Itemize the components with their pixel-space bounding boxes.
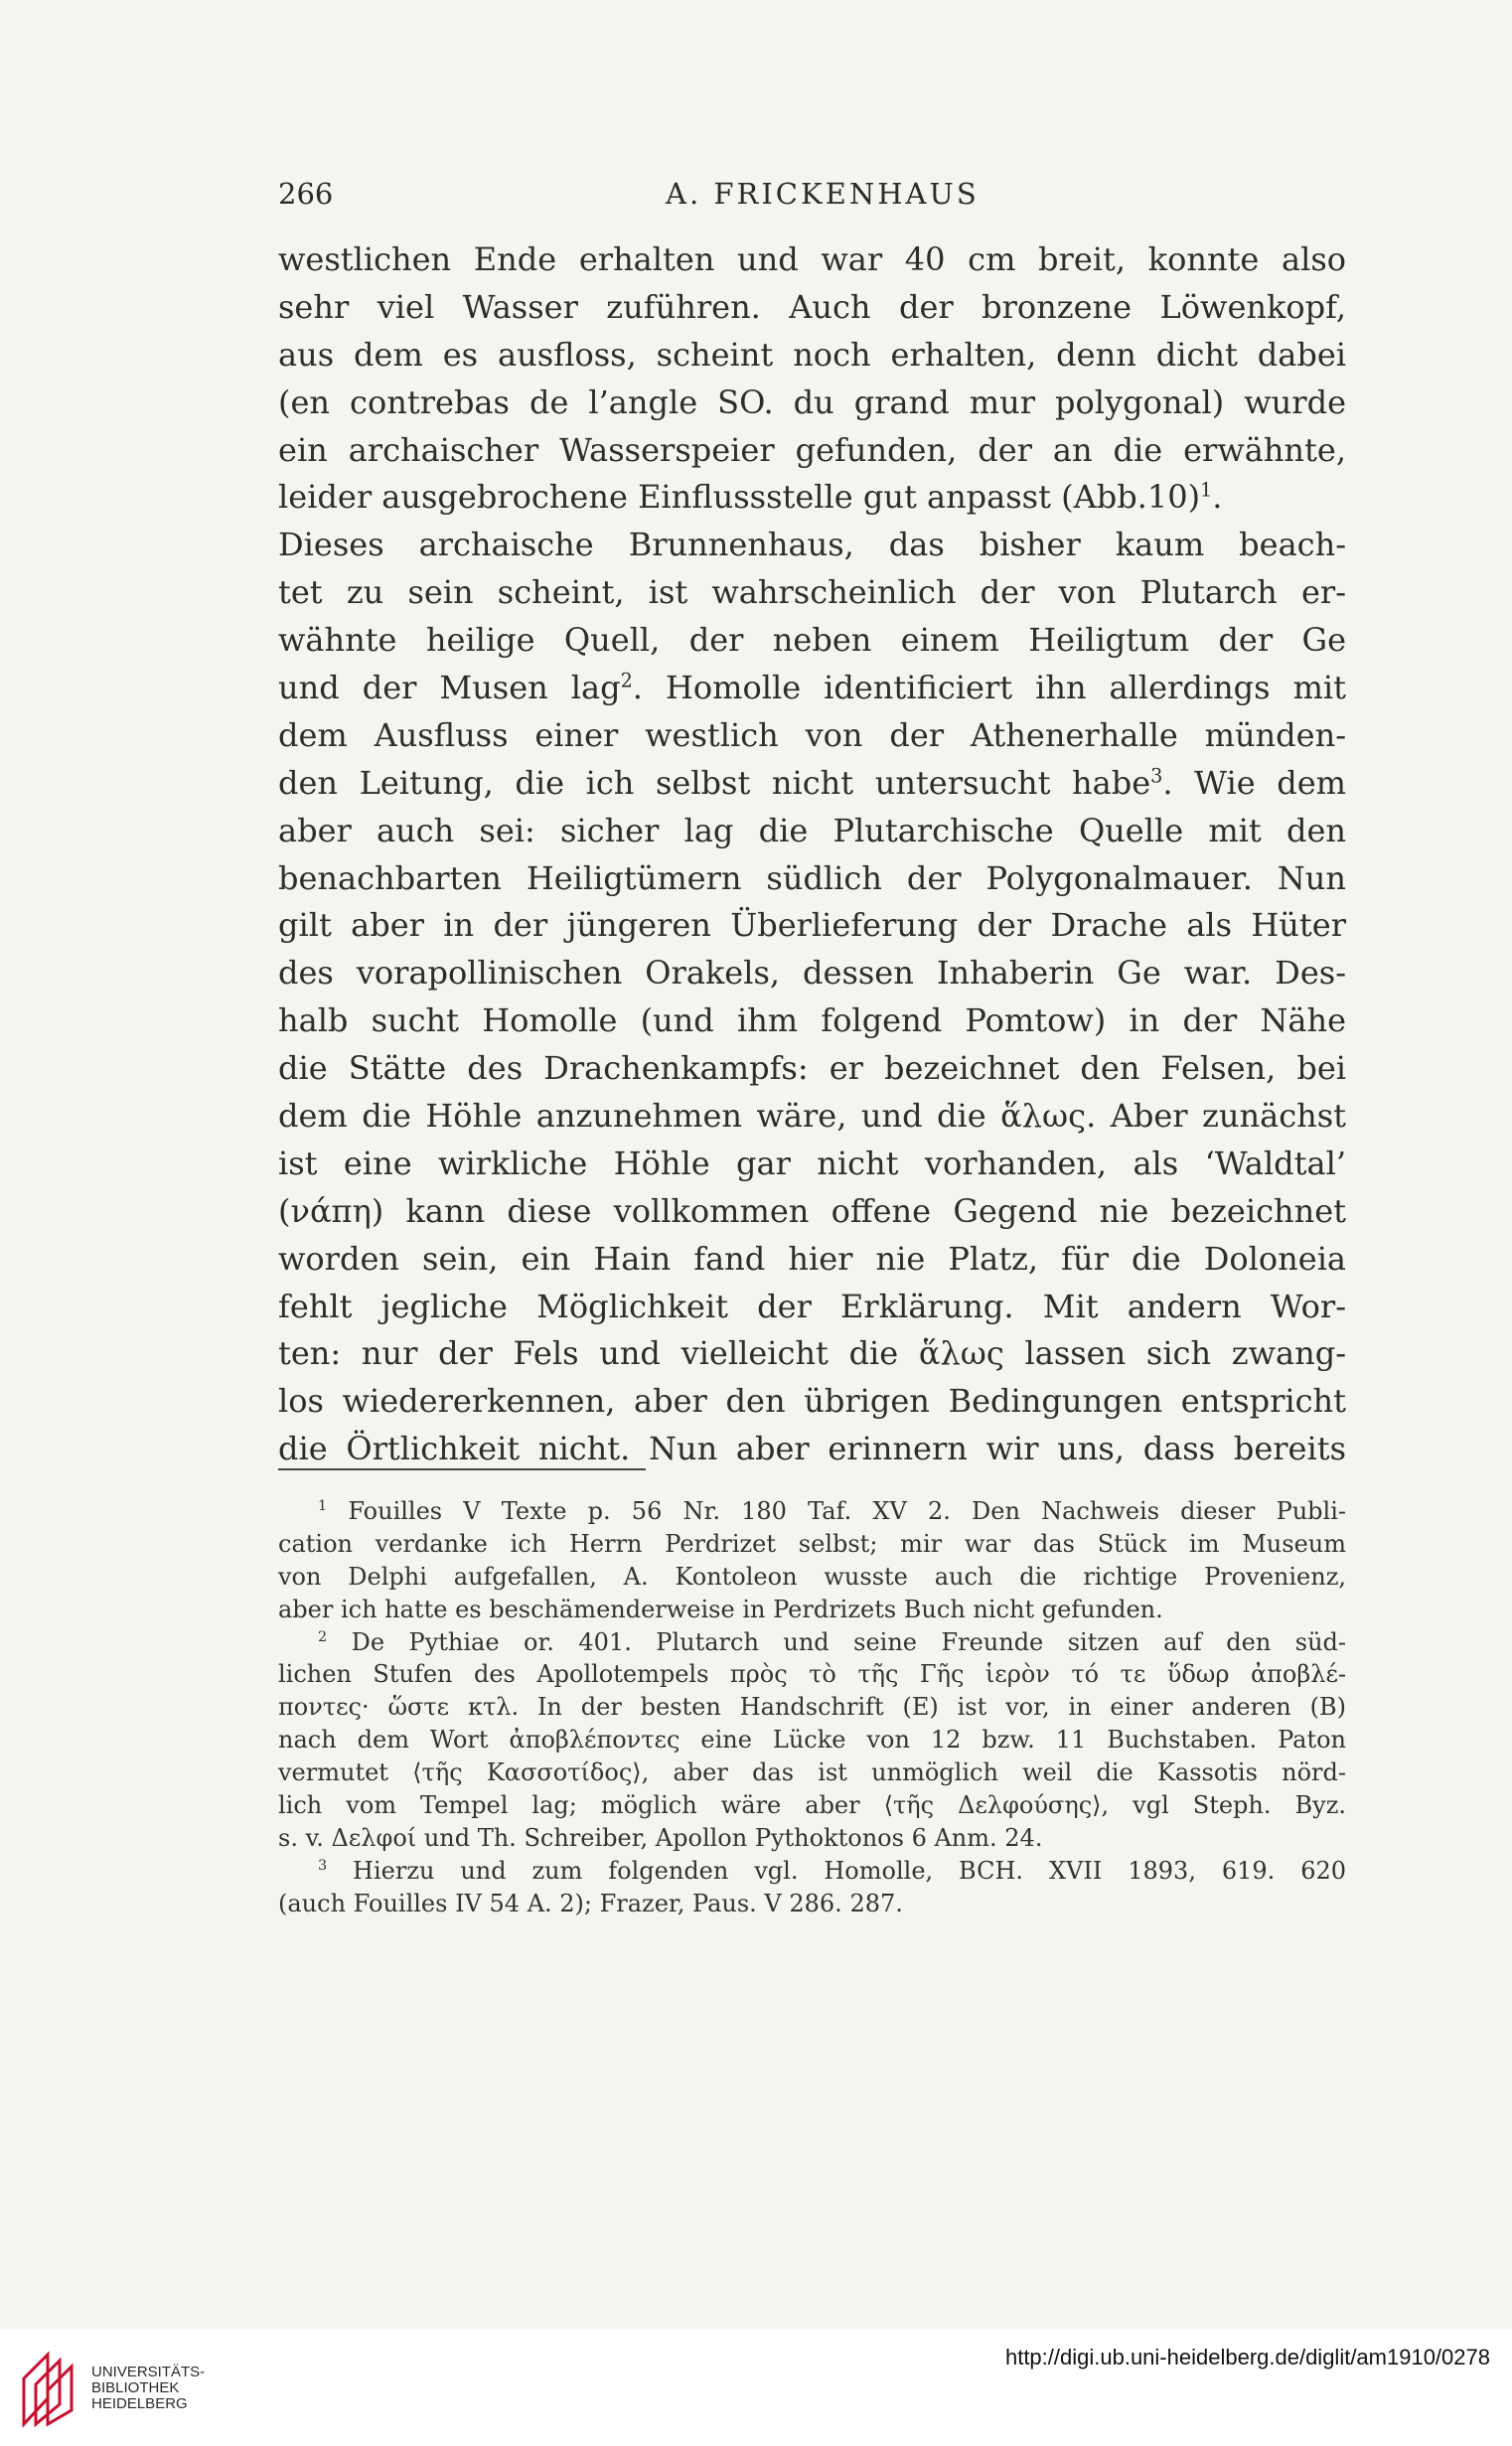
footnote-rule bbox=[278, 1468, 646, 1470]
library-logo-icon bbox=[18, 2349, 81, 2428]
body-line-text: los wiedererkennen, aber den übrigen Bedingungen entspricht bbox=[278, 1382, 1346, 1421]
footnote-line bbox=[278, 1658, 1346, 1691]
body-line-text: wähnte heilige Quell, der neben einem Heiligtum der Ge bbox=[278, 621, 1346, 660]
body-line bbox=[278, 1378, 1346, 1426]
footnote-text: aber ich hatte es beschämenderweise in Perdrizets Buch nicht gefunden. bbox=[278, 1595, 1163, 1623]
body-line bbox=[278, 855, 1346, 903]
footnote-text: von Delphi aufgefallen, A. Kontoleon wusste auch die richtige Provenienz, bbox=[278, 1562, 1346, 1591]
body-line bbox=[278, 950, 1346, 997]
body-line bbox=[278, 522, 1346, 569]
running-head-author: A. FRICKENHAUS bbox=[666, 177, 980, 211]
body-line-text: aber auch sei: sicher lag die Plutarchische Quelle mit den bbox=[278, 811, 1346, 849]
footnote-text: ποντες· ὥστε κτλ. In der besten Handschrift (E) ist vor, in einer anderen (B) bbox=[278, 1693, 1346, 1722]
footnote-line bbox=[278, 1822, 1346, 1855]
library-name-line1: UNIVERSITÄTS- bbox=[91, 2364, 206, 2380]
footnote-ref: 3 bbox=[1150, 764, 1163, 788]
footnote-ref: 2 bbox=[620, 669, 633, 692]
body-line bbox=[278, 1093, 1346, 1141]
footnote-text: vermutet ⟨τῆς Κασσοτίδος⟩, aber das ist unmöglich weil die Kassotis nörd- bbox=[278, 1758, 1346, 1787]
body-line-text: westlichen Ende erhalten und war 40 cm breit, konnte also bbox=[278, 240, 1346, 278]
body-line bbox=[278, 1045, 1346, 1093]
body-line-text: die Örtlichkeit nicht. Nun aber erinnern wir uns, dass bereits bbox=[278, 1430, 1346, 1468]
body-line bbox=[278, 665, 1346, 712]
body-line bbox=[278, 902, 1346, 950]
body-line-text: den Leitung, die ich selbst nicht untersucht habe bbox=[278, 763, 1151, 802]
footnote-text: lich vom Tempel lag; möglich wäre aber ⟨τῆς Δελφούσης⟩, vgl Steph. Byz. bbox=[278, 1791, 1346, 1820]
footnote-line bbox=[278, 1691, 1346, 1724]
body-line bbox=[278, 236, 1346, 284]
footnote-text: lichen Stufen des Apollotempels πρὸς τὸ τῆς Γῆς ἱερὸν τό τε ὕδωρ ἀποβλέ- bbox=[278, 1660, 1346, 1689]
body-line bbox=[278, 1236, 1346, 1284]
body-line-text: halb sucht Homolle (und ihm folgend Pomtow) in der Nähe bbox=[278, 1001, 1346, 1040]
body-line-text: leider ausgebrochene Einflussstelle gut anpasst (Abb.10) bbox=[278, 478, 1201, 517]
body-line bbox=[278, 474, 1346, 522]
footnote-line bbox=[278, 1757, 1346, 1789]
viewer-footer bbox=[0, 2329, 1512, 2446]
footnote-text: (auch Fouilles IV 54 A. 2); Frazer, Paus. V 286. 287. bbox=[278, 1889, 903, 1917]
footnote-line bbox=[278, 1594, 1346, 1626]
body-line-text: dem die Höhle anzunehmen wäre, und die ἅλως. Aber zunächst bbox=[278, 1097, 1346, 1136]
body-line bbox=[278, 427, 1346, 475]
body-line-text: benachbarten Heiligtümern südlich der Polygonalmauer. Nun bbox=[278, 858, 1346, 897]
body-line bbox=[278, 1284, 1346, 1331]
body-line-text: worden sein, ein Hain fand hier nie Platz, für die Doloneia bbox=[278, 1239, 1346, 1278]
body-line bbox=[278, 1330, 1346, 1378]
footnote-line bbox=[278, 1724, 1346, 1757]
body-line-text: fehlt jegliche Möglichkeit der Erklärung. Mit andern Wor- bbox=[278, 1287, 1346, 1325]
footnote-line bbox=[278, 1789, 1346, 1822]
footnote-ref: 1 bbox=[1200, 478, 1213, 502]
footnote-text: nach dem Wort ἀποβλέποντες eine Lücke von 12 bzw. 11 Buchstaben. Paton bbox=[278, 1726, 1346, 1755]
library-name-line2: BIBLIOTHEK bbox=[91, 2379, 180, 2396]
body-line-text: und der Musen lag bbox=[278, 669, 621, 707]
body-line bbox=[278, 808, 1346, 855]
footnote-line bbox=[278, 1626, 1346, 1659]
body-line-text: aus dem es ausfloss, scheint noch erhalten, denn dicht dabei bbox=[278, 335, 1346, 374]
body-line bbox=[278, 332, 1346, 380]
body-line-text: gilt aber in der jüngeren Überlieferung der Drache als Hüter bbox=[278, 906, 1346, 945]
footnote-line bbox=[278, 1855, 1346, 1888]
footnote-line bbox=[278, 1561, 1346, 1594]
body-line-text: Dieses archaische Brunnenhaus, das bisher kaum beach- bbox=[278, 526, 1346, 564]
footnote-text: De Pythiae or. 401. Plutarch und seine Freunde sitzen auf den süd- bbox=[327, 1627, 1346, 1656]
footnote-number: 1 bbox=[318, 1498, 328, 1514]
body-line-text: ein archaischer Wasserspeier gefunden, der an die erwähnte, bbox=[278, 430, 1346, 469]
body-line bbox=[278, 284, 1346, 332]
body-line-tail: . bbox=[1212, 478, 1223, 517]
footnote-text: Fouilles V Texte p. 56 Nr. 180 Taf. XV 2. Den Nachweis dieser Publi- bbox=[327, 1497, 1346, 1525]
body-line-text: die Stätte des Drachenkampfs: er bezeichnet den Felsen, bei bbox=[278, 1049, 1346, 1088]
running-head bbox=[278, 177, 1346, 217]
body-line-text: (νάπη) kann diese vollkommen offene Gegend nie bezeichnet bbox=[278, 1191, 1346, 1230]
footnote-line bbox=[278, 1495, 1346, 1528]
body-line bbox=[278, 1426, 1346, 1473]
body-line bbox=[278, 617, 1346, 665]
body-line-tail: . Homolle identificiert ihn allerdings mit bbox=[632, 669, 1346, 707]
body-line bbox=[278, 380, 1346, 427]
footnote-text: s. v. Δελφοί und Th. Schreiber, Apollon Pythoktonos 6 Anm. 24. bbox=[278, 1823, 1043, 1852]
permalink-url[interactable]: http://digi.ub.uni-heidelberg.de/diglit/am1910/0278 bbox=[1004, 2345, 1490, 2370]
footnote-number: 3 bbox=[318, 1857, 328, 1874]
footnote-text: cation verdanke ich Herrn Perdrizet selbst; mir war das Stück im Museum bbox=[278, 1529, 1346, 1558]
body-line-text: tet zu sein scheint, ist wahrscheinlich der von Plutarch er- bbox=[278, 573, 1346, 612]
footnote-line bbox=[278, 1888, 1346, 1920]
body-line-text: (en contrebas de l’angle SO. du grand mur polygonal) wurde bbox=[278, 382, 1346, 421]
page-number: 266 bbox=[278, 177, 334, 211]
body-line bbox=[278, 1188, 1346, 1236]
body-line-text: ist eine wirkliche Höhle gar nicht vorhanden, als ‘Waldtal’ bbox=[278, 1144, 1346, 1182]
footnote-number: 2 bbox=[318, 1628, 328, 1645]
body-line-text: ten: nur der Fels und vielleicht die ἅλως lassen sich zwang- bbox=[278, 1334, 1346, 1373]
body-text bbox=[278, 236, 1346, 1473]
library-name bbox=[91, 2365, 205, 2412]
body-line-tail: . Wie dem bbox=[1162, 763, 1347, 802]
body-line bbox=[278, 569, 1346, 617]
body-line bbox=[278, 997, 1346, 1045]
footnote-line bbox=[278, 1528, 1346, 1561]
body-line-text: des vorapollinischen Orakels, dessen Inhaberin Ge war. Des- bbox=[278, 954, 1346, 993]
body-line bbox=[278, 760, 1346, 808]
body-line bbox=[278, 712, 1346, 760]
footnote-text: Hierzu und zum folgenden vgl. Homolle, BCH. XVII 1893, 619. 620 bbox=[327, 1856, 1346, 1885]
body-line bbox=[278, 1141, 1346, 1188]
body-line-text: sehr viel Wasser zuführen. Auch der bronzene Löwenkopf, bbox=[278, 287, 1346, 326]
body-line-text: dem Ausfluss einer westlich von der Athenerhalle münden- bbox=[278, 715, 1346, 754]
library-name-line3: HEIDELBERG bbox=[91, 2395, 188, 2412]
footnotes bbox=[278, 1495, 1346, 1920]
